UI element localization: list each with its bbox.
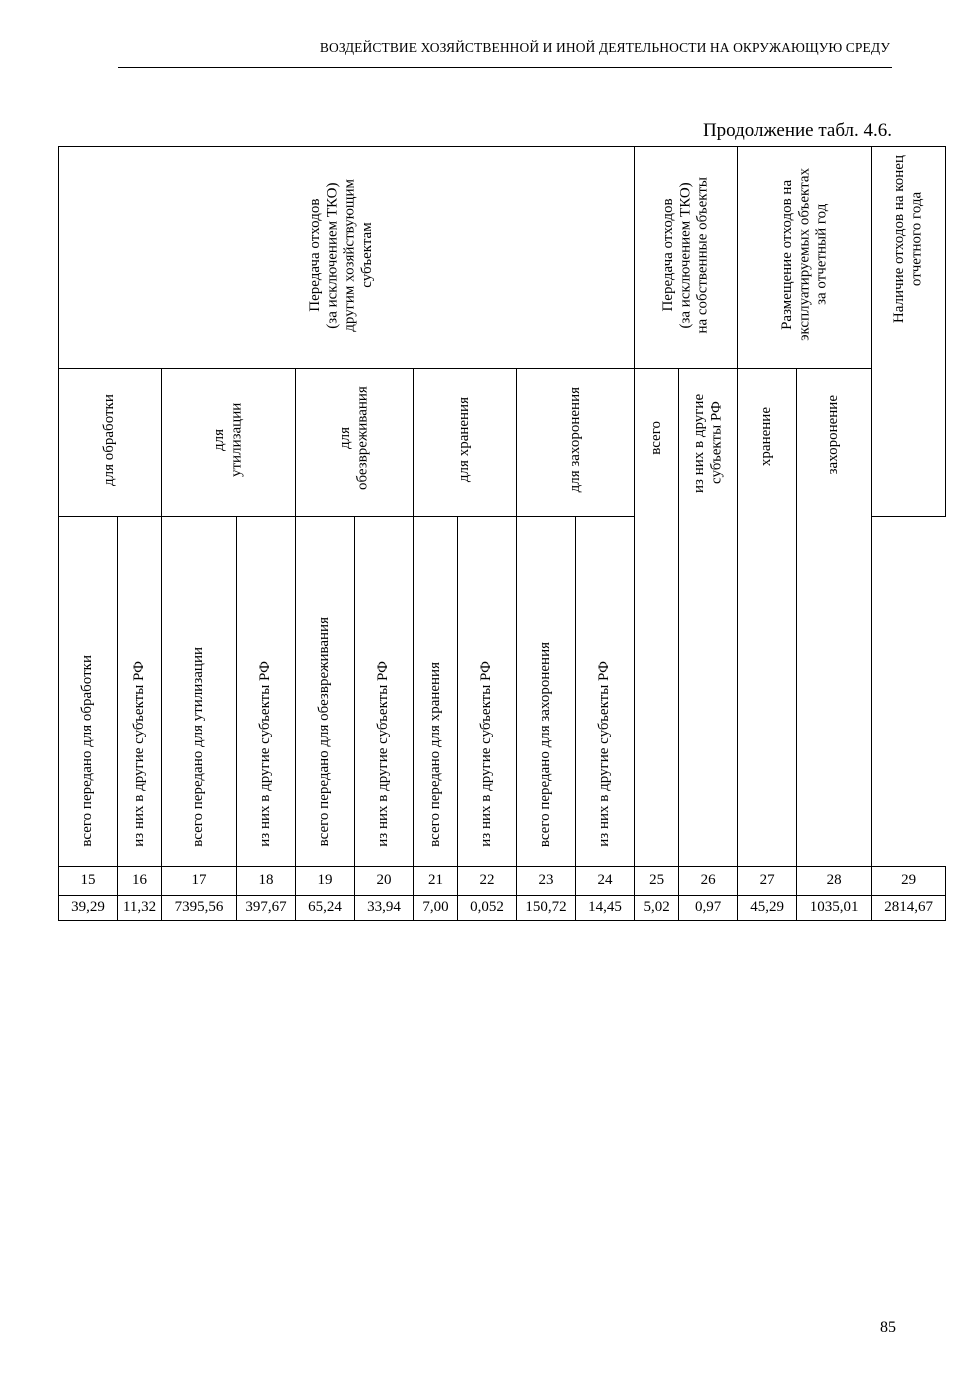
column-number: 29 [872, 867, 946, 896]
header-c17-text: всего передано для утилизации [190, 646, 207, 847]
header-c23 [517, 517, 576, 867]
header-placement-burial-text: захоронение [825, 395, 842, 475]
value-row [59, 896, 946, 921]
header-stock-end-text: Наличие отходов на конец отчетного года [891, 155, 925, 324]
header-c19-text: всего передано для обезвреживания [316, 617, 333, 847]
header-c15 [59, 517, 118, 867]
header-c16-text: из них в другие субъекты РФ [130, 661, 147, 847]
value-cell: 0,97 [679, 896, 738, 921]
header-processing-text: для обработки [101, 393, 118, 486]
header-c21-text: всего передано для хранения [426, 661, 443, 847]
header-utilization [162, 369, 296, 517]
value-cell: 5,02 [635, 896, 679, 921]
value-cell: 150,72 [517, 896, 576, 921]
header-c18 [237, 517, 296, 867]
column-number: 22 [458, 867, 517, 896]
header-placement-storage [738, 369, 797, 867]
header-c20 [355, 517, 414, 867]
value-cell: 14,45 [576, 896, 635, 921]
header-c22-text: из них в другие субъекты РФ [478, 661, 495, 847]
header-own-total-text: всего [647, 421, 664, 455]
header-c24-text: из них в другие субъекты РФ [596, 661, 613, 847]
header-c17 [162, 517, 237, 867]
header-transfer-others [59, 147, 635, 369]
column-number: 21 [414, 867, 458, 896]
value-cell: 0,052 [458, 896, 517, 921]
table-caption: Продолжение табл. 4.6. [702, 120, 892, 141]
value-cell: 1035,01 [797, 896, 872, 921]
header-placement-text: Размещение отходов на эксплуатируемых объектах за отчетный год [778, 168, 830, 342]
column-number: 27 [738, 867, 797, 896]
header-c19 [296, 517, 355, 867]
header-transfer-own [635, 147, 738, 369]
value-cell: 45,29 [738, 896, 797, 921]
header-transfer-others-text: Передача отходов (за исключением ТКО) другим хозяйствующим субъектам [306, 178, 375, 332]
column-number: 23 [517, 867, 576, 896]
value-cell: 397,67 [237, 896, 296, 921]
header-stock-end [872, 147, 946, 517]
waste-transfer-table [58, 146, 946, 921]
header-c21 [414, 517, 458, 867]
header-storage-text: для хранения [456, 397, 473, 483]
header-rule [118, 67, 892, 68]
header-transfer-own-text: Передача отходов (за исключением ТКО) на собственные объекты [660, 176, 711, 334]
column-number: 28 [797, 867, 872, 896]
column-number: 17 [162, 867, 237, 896]
column-number: 24 [576, 867, 635, 896]
header-neutralization-text: для обезвреживания [337, 386, 371, 490]
value-cell: 39,29 [59, 896, 118, 921]
group-header-row [59, 147, 946, 369]
header-own-other-regions [679, 369, 738, 867]
header-neutralization [296, 369, 414, 517]
page-number: 85 [880, 1319, 896, 1336]
value-cell: 7,00 [414, 896, 458, 921]
header-c24 [576, 517, 635, 867]
header-storage [414, 369, 517, 517]
value-cell: 11,32 [118, 896, 162, 921]
column-number: 15 [59, 867, 118, 896]
header-c23-text: всего передано для захоронения [537, 641, 554, 847]
column-number: 19 [296, 867, 355, 896]
header-c18-text: из них в другие субъекты РФ [257, 661, 274, 847]
sub-header-row [59, 369, 946, 517]
header-utilization-text: для утилизации [211, 402, 245, 478]
header-burial-text: для захоронения [566, 387, 583, 493]
column-number-row [59, 867, 946, 896]
column-number: 25 [635, 867, 679, 896]
value-cell: 7395,56 [162, 896, 237, 921]
column-number: 18 [237, 867, 296, 896]
header-burial [517, 369, 635, 517]
header-c22 [458, 517, 517, 867]
column-number: 20 [355, 867, 414, 896]
header-c20-text: из них в другие субъекты РФ [375, 661, 392, 847]
header-placement-burial [797, 369, 872, 867]
column-number: 26 [679, 867, 738, 896]
header-processing [59, 369, 162, 517]
value-cell: 2814,67 [872, 896, 946, 921]
header-own-total [635, 369, 679, 867]
header-own-other-regions-text: из них в другие субъекты РФ [690, 393, 725, 493]
running-head: ВОЗДЕЙСТВИЕ ХОЗЯЙСТВЕННОЙ И ИНОЙ ДЕЯТЕЛЬНОСТИ НА ОКРУЖАЮЩУЮ СРЕДУ [319, 40, 890, 55]
header-c15-text: всего передано для обработки [79, 655, 96, 847]
value-cell: 65,24 [296, 896, 355, 921]
column-number: 16 [118, 867, 162, 896]
header-c16 [118, 517, 162, 867]
header-placement-storage-text: хранение [758, 407, 775, 467]
header-placement [738, 147, 872, 369]
value-cell: 33,94 [355, 896, 414, 921]
